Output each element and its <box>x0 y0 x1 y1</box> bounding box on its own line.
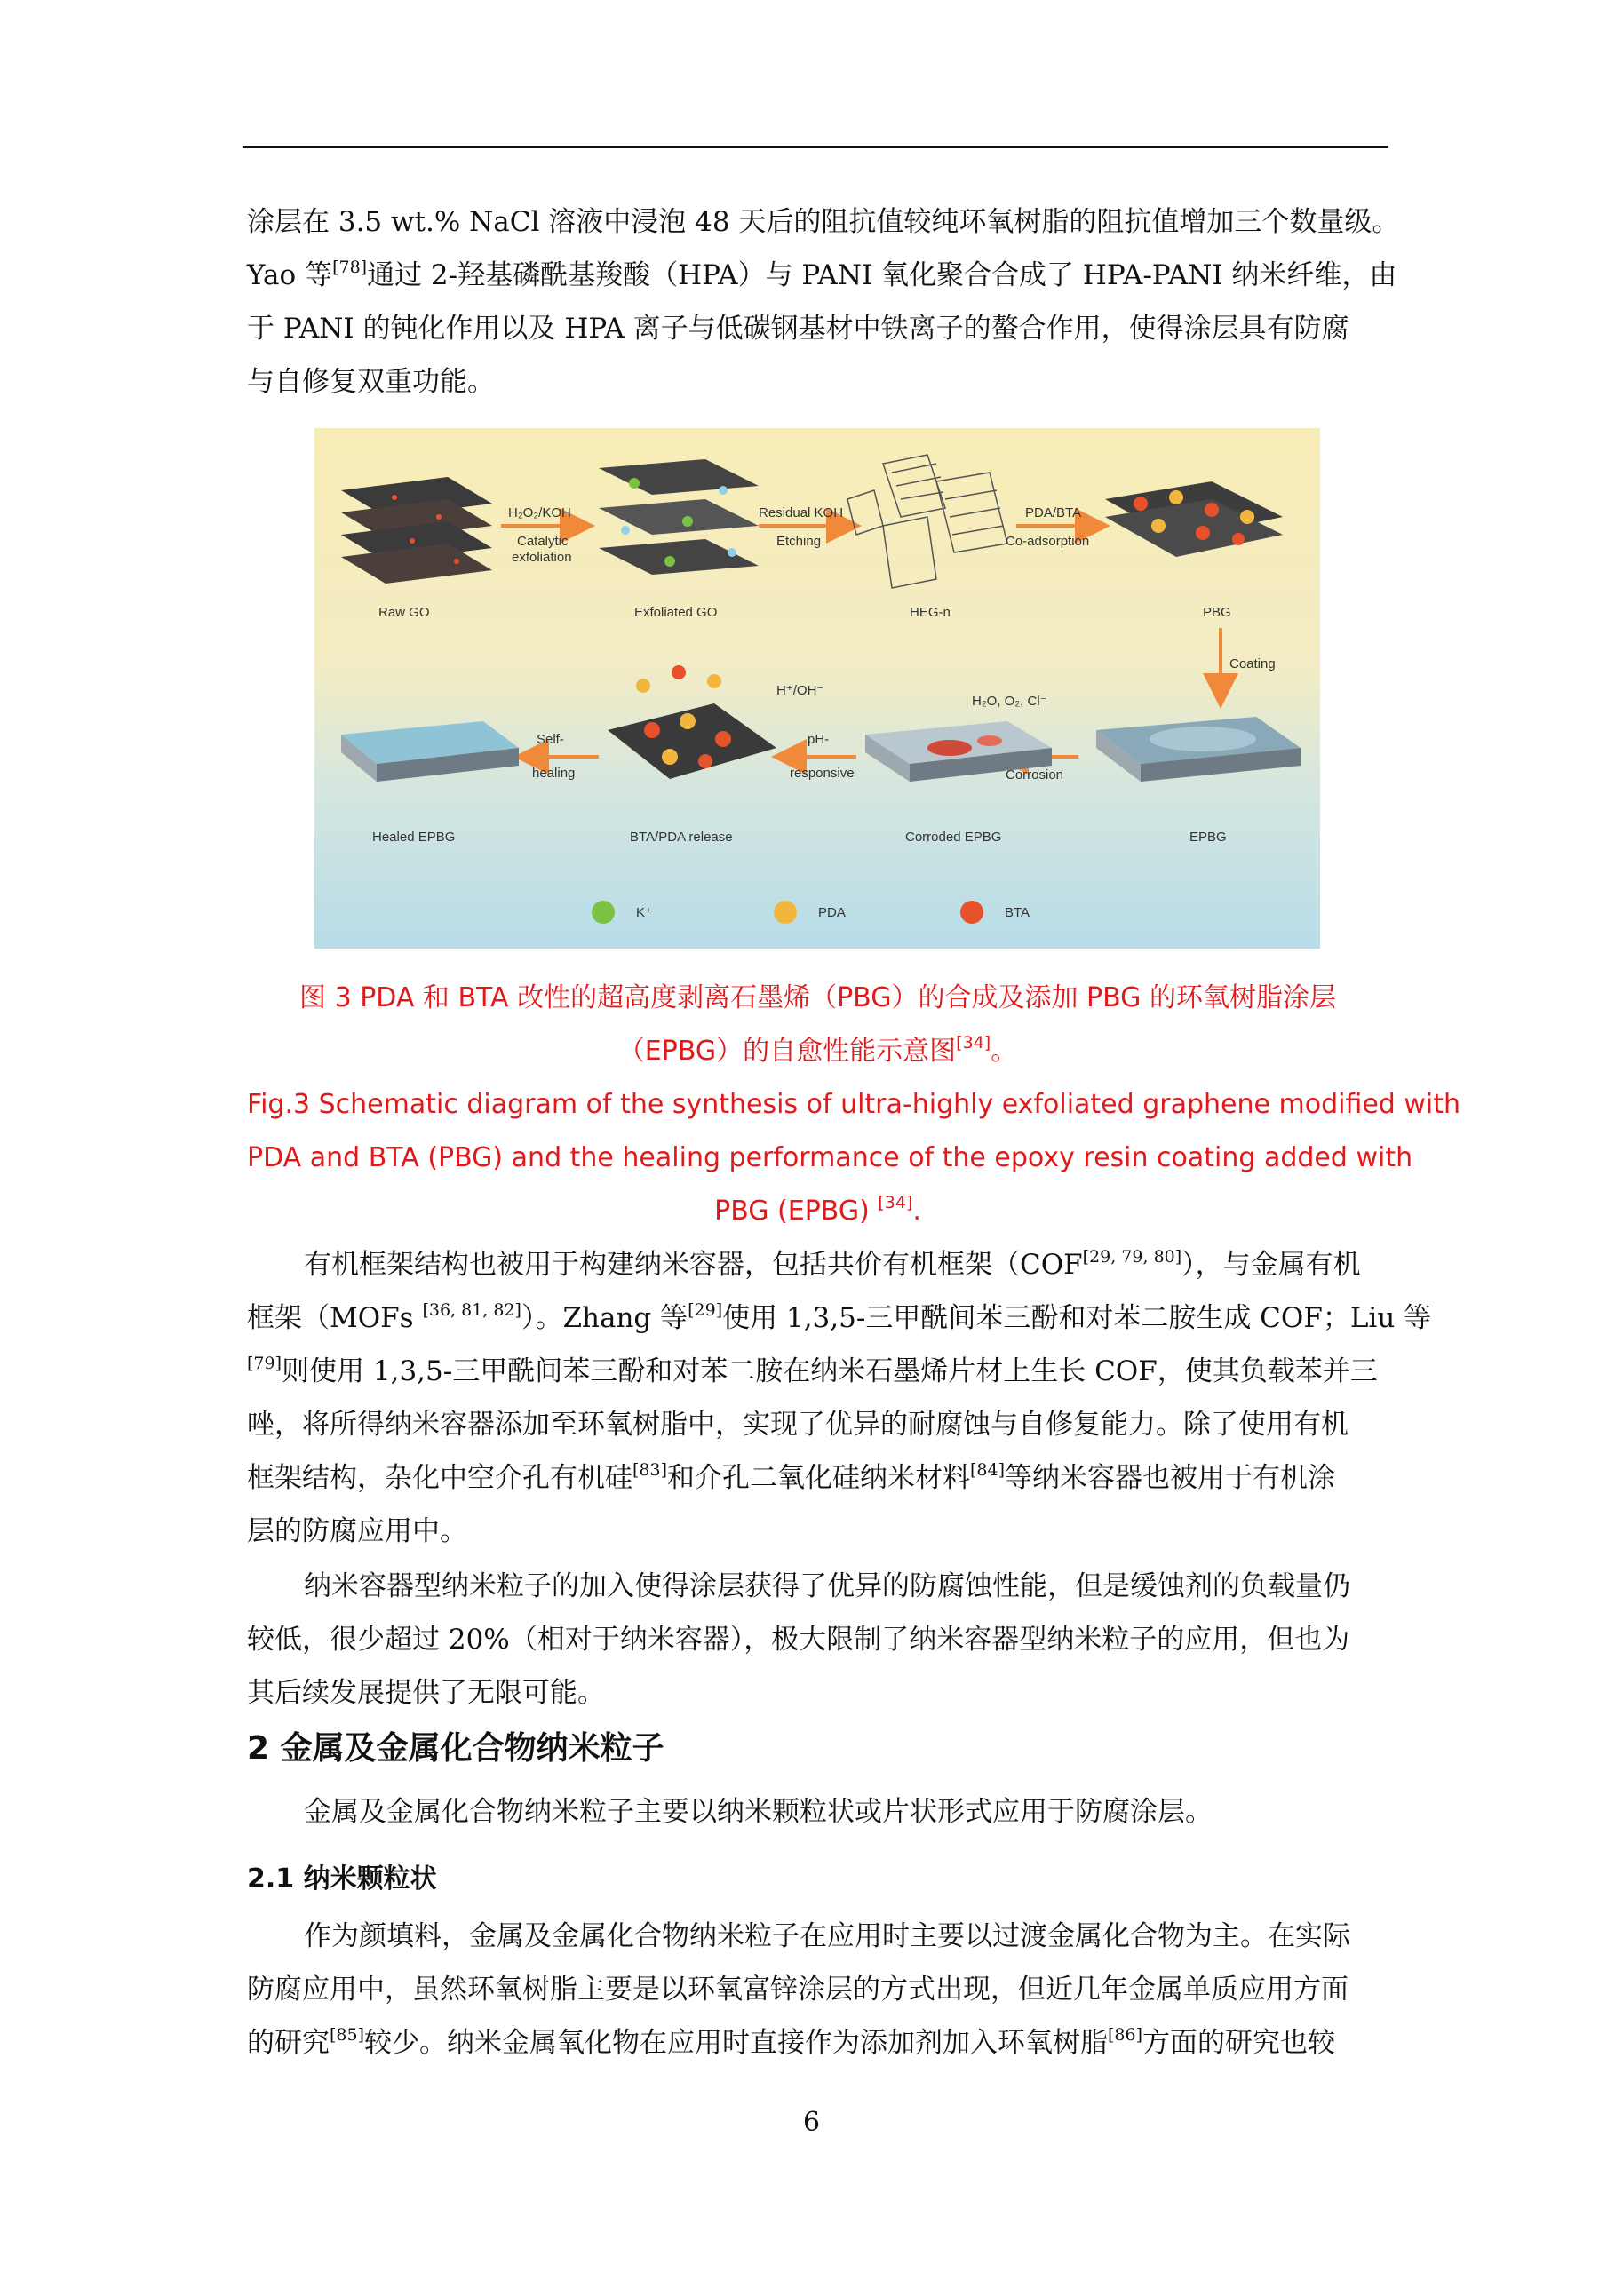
citation: [34] <box>956 1033 991 1053</box>
text-line: 作为颜填料，金属及金属化合物纳米粒子在应用时主要以过渡金属化合物为主。在实际 <box>304 1920 1350 1952</box>
release-label: BTA/PDA release <box>630 830 733 845</box>
text-line: 层的防腐应用中。 <box>247 1515 467 1547</box>
citation: [79] <box>247 1353 282 1373</box>
citation: [83] <box>632 1459 668 1480</box>
svg-text:Residual KOH: Residual KOH <box>759 505 844 520</box>
svg-text:Etching: Etching <box>776 534 822 549</box>
page-number: 6 <box>802 2107 821 2138</box>
section-2-intro <box>247 1785 1388 1839</box>
text-line: 于 PANI 的钝化作用以及 HPA 离子与低碳钢基材中铁离子的螯合作用，使得涂层具有防腐 <box>247 313 1349 345</box>
svg-text:Co-adsorption: Co-adsorption <box>1006 534 1090 549</box>
caption-cn-line: （EPBG）的自愈性能示意图[34]。 <box>617 1033 1018 1067</box>
caption-en-line: PBG (EPBG) [34]. <box>714 1193 921 1227</box>
raw-go-label: Raw GO <box>378 605 430 620</box>
text-line: 较低，很少超过 20%（相对于纳米容器），极大限制了纳米容器型纳米粒子的应用，但也为 <box>247 1624 1350 1656</box>
svg-text:K⁺: K⁺ <box>636 905 652 920</box>
svg-text:PDA/BTA: PDA/BTA <box>1025 505 1082 520</box>
paragraph-nanoparticles <box>247 1910 1388 2070</box>
figure-3-schematic <box>314 428 1320 949</box>
pbg-label: PBG <box>1203 605 1231 620</box>
text-line: [79]则使用 1,3,5-三甲酰间苯三酚和对苯二胺在纳米石墨烯片材上生长 COF，使其负载苯并三 <box>247 1353 1378 1387</box>
citation: [36, 81, 82] <box>422 1299 521 1320</box>
top-paragraph <box>247 195 1400 409</box>
svg-text:exfoliation: exfoliation <box>512 550 572 565</box>
section-2-1-heading: 2.1 纳米颗粒状 <box>247 1863 437 1895</box>
healed-epbg-label: Healed EPBG <box>372 830 456 845</box>
svg-text:Self-: Self- <box>537 732 564 747</box>
svg-text:responsive: responsive <box>790 766 855 781</box>
schematic-svg <box>314 428 1320 949</box>
svg-text:Coating: Coating <box>1229 656 1276 671</box>
caption-cn-line: 图 3 PDA 和 BTA 改性的超高度剥离石墨烯（PBG）的合成及添加 PBG 的环氧树脂涂层 <box>299 982 1336 1013</box>
svg-text:H₂O, O₂, Cl⁻: H₂O, O₂, Cl⁻ <box>972 694 1047 709</box>
text-line: 防腐应用中，虽然环氧树脂主要是以环氧富锌涂层的方式出现，但近几年金属单质应用方面 <box>247 1974 1349 2006</box>
text-line: Yao 等[78]通过 2-羟基磷酰基羧酸（HPA）与 PANI 氧化聚合合成了 HPA-PANI 纳米纤维，由 <box>247 257 1397 291</box>
svg-text:Catalytic: Catalytic <box>517 534 569 549</box>
citation: [78] <box>332 257 368 277</box>
exfoliated-go-illustration <box>599 459 759 575</box>
corroded-epbg-label: Corroded EPBG <box>905 830 1002 845</box>
svg-text:Corrosion: Corrosion <box>1006 767 1064 783</box>
paragraph-organic-frameworks <box>247 1238 1432 1558</box>
citation: [34] <box>878 1193 913 1212</box>
svg-text:pH-: pH- <box>808 732 830 747</box>
citation: [84] <box>970 1459 1006 1480</box>
citation: [86] <box>1108 2024 1143 2045</box>
text-line: 金属及金属化合物纳米粒子主要以纳米颗粒状或片状形式应用于防腐涂层。 <box>304 1796 1213 1828</box>
citation: [85] <box>330 2024 365 2045</box>
epbg-label: EPBG <box>1189 830 1227 845</box>
text-line: 唑，将所得纳米容器添加至环氧树脂中，实现了优异的耐腐蚀与自修复能力。除了使用有机 <box>247 1409 1349 1441</box>
text-line: 有机框架结构也被用于构建纳米容器，包括共价有机框架（COF[29, 79, 80]），与金属有机 <box>304 1246 1361 1281</box>
citation: [29, 79, 80] <box>1082 1246 1182 1267</box>
svg-text:healing: healing <box>532 766 576 781</box>
exfoliated-go-label: Exfoliated GO <box>634 605 718 620</box>
section-2-heading: 2 金属及金属化合物纳米粒子 <box>247 1730 664 1767</box>
text-line: 的研究[85]较少。纳米金属氧化物在应用时直接作为添加剂加入环氧树脂[86]方面的研究也较 <box>247 2024 1336 2059</box>
paragraph-nanocontainer-summary <box>247 1560 1388 1720</box>
text-line: 纳米容器型纳米粒子的加入使得涂层获得了优异的防腐蚀性能，但是缓蚀剂的负载量仍 <box>304 1570 1350 1602</box>
header-rule <box>243 146 1388 148</box>
heg-n-label: HEG-n <box>910 605 951 620</box>
text-line: 与自修复双重功能。 <box>247 366 495 398</box>
svg-text:PDA: PDA <box>818 905 846 920</box>
text-line: 框架结构，杂化中空介孔有机硅[83]和介孔二氧化硅纳米材料[84]等纳米容器也被用于有机涂 <box>247 1459 1336 1494</box>
figure-caption <box>247 972 1461 1238</box>
citation: [29] <box>688 1299 723 1320</box>
caption-en-line: PDA and BTA (PBG) and the healing performance of the epoxy resin coating added with <box>247 1142 1413 1173</box>
text-line: 涂层在 3.5 wt.% NaCl 溶液中浸泡 48 天后的阻抗值较纯环氧树脂的阻抗值增加三个数量级。 <box>247 206 1400 238</box>
caption-en-line: Fig.3 Schematic diagram of the synthesis of ultra-highly exfoliated graphene modified with <box>247 1089 1461 1120</box>
text-line: 其后续发展提供了无限可能。 <box>247 1677 605 1709</box>
svg-text:H₂O₂/KOH: H₂O₂/KOH <box>508 505 571 520</box>
svg-text:BTA: BTA <box>1005 905 1030 920</box>
svg-text:H⁺/OH⁻: H⁺/OH⁻ <box>776 683 824 698</box>
text-line: 框架（MOFs [36, 81, 82]）。Zhang 等[29]使用 1,3,5-三甲酰间苯三酚和对苯二胺生成 COF；Liu 等 <box>247 1299 1432 1334</box>
